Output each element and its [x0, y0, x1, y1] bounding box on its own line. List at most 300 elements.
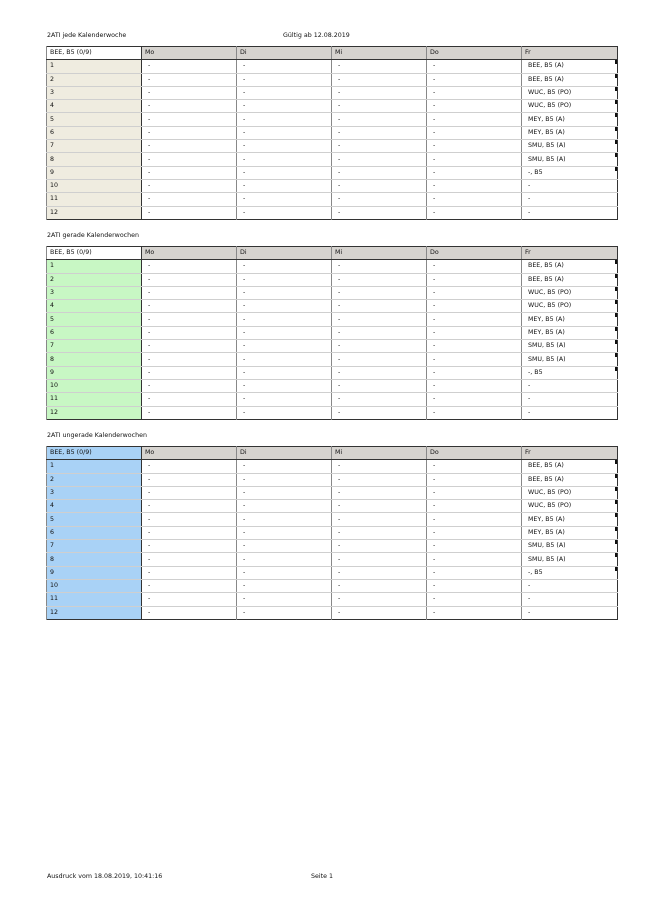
lesson-cell: -: [332, 553, 427, 566]
lesson-cell: -: [237, 100, 332, 113]
period-number: 1: [47, 460, 142, 473]
lesson-cell: -: [427, 113, 522, 126]
page-footer: [47, 873, 447, 883]
continuation-marker: [615, 513, 617, 517]
period-number: 3: [47, 486, 142, 499]
day-header-do: Do: [427, 447, 522, 460]
lesson-cell: -: [332, 379, 427, 392]
table-row: [47, 326, 618, 339]
lesson-cell-fr: [522, 100, 618, 113]
continuation-marker: [615, 300, 617, 304]
continuation-marker: [615, 100, 617, 104]
lesson-cell: -: [332, 460, 427, 473]
day-header-mi: Mi: [332, 47, 427, 60]
lesson-cell: -: [237, 166, 332, 179]
period-number: 6: [47, 126, 142, 139]
lesson-cell: -: [142, 153, 237, 166]
lesson-text: BEE, B5 (A): [528, 262, 564, 270]
header-row: [47, 447, 618, 460]
lesson-text: SMU, B5 (A): [528, 155, 566, 163]
lesson-cell-fr: -: [522, 193, 618, 206]
continuation-marker: [615, 167, 617, 171]
day-header-mo: Mo: [142, 447, 237, 460]
table-row: [47, 100, 618, 113]
lesson-cell: -: [237, 300, 332, 313]
lesson-cell: -: [427, 606, 522, 619]
period-number: 11: [47, 593, 142, 606]
lesson-cell-fr: [522, 260, 618, 273]
period-number: 7: [47, 340, 142, 353]
lesson-cell: -: [332, 206, 427, 219]
lesson-cell: -: [142, 553, 237, 566]
table-row: [47, 486, 618, 499]
lesson-text: SMU, B5 (A): [528, 555, 566, 563]
lesson-cell: -: [142, 500, 237, 513]
period-number: 5: [47, 113, 142, 126]
lesson-cell: -: [427, 326, 522, 339]
period-number: 1: [47, 260, 142, 273]
lesson-cell: -: [237, 153, 332, 166]
period-number: 1: [47, 60, 142, 73]
lesson-cell: -: [237, 60, 332, 73]
period-number: 3: [47, 286, 142, 299]
period-number: 7: [47, 540, 142, 553]
print-timestamp: Ausdruck vom 18.08.2019, 10:41:16: [47, 873, 163, 880]
lesson-cell: -: [142, 340, 237, 353]
table-row: [47, 540, 618, 553]
table-row: [47, 60, 618, 73]
lesson-cell: -: [427, 73, 522, 86]
lesson-text: SMU, B5 (A): [528, 355, 566, 363]
lesson-cell: -: [332, 500, 427, 513]
table-row: [47, 340, 618, 353]
lesson-cell: -: [332, 393, 427, 406]
table-row: [47, 113, 618, 126]
lesson-cell-fr: [522, 300, 618, 313]
lesson-cell: -: [142, 566, 237, 579]
period-number: 12: [47, 606, 142, 619]
continuation-marker: [615, 87, 617, 91]
lesson-cell: -: [427, 526, 522, 539]
lesson-cell: -: [237, 473, 332, 486]
lesson-cell: -: [332, 366, 427, 379]
day-header-di: Di: [237, 447, 332, 460]
day-header-fr: Fr: [522, 47, 618, 60]
lesson-text: WUC, B5 (PO): [528, 102, 572, 110]
lesson-cell: -: [427, 553, 522, 566]
lesson-cell: -: [427, 500, 522, 513]
lesson-cell: -: [142, 593, 237, 606]
continuation-marker: [615, 367, 617, 371]
lesson-cell: -: [332, 300, 427, 313]
lesson-cell: -: [332, 193, 427, 206]
lesson-cell: -: [237, 140, 332, 153]
table-row: [47, 153, 618, 166]
table-row: [47, 606, 618, 619]
lesson-cell: -: [427, 486, 522, 499]
period-number: 10: [47, 579, 142, 592]
continuation-marker: [615, 527, 617, 531]
lesson-cell: -: [142, 273, 237, 286]
lesson-cell-fr: [522, 526, 618, 539]
lesson-cell: -: [427, 140, 522, 153]
lesson-cell: -: [142, 460, 237, 473]
lesson-cell: -: [427, 260, 522, 273]
lesson-cell: -: [332, 273, 427, 286]
period-number: 11: [47, 393, 142, 406]
lesson-text: MEY, B5 (A): [528, 328, 565, 336]
lesson-cell: -: [237, 460, 332, 473]
day-header-mi: Mi: [332, 247, 427, 260]
lesson-cell: -: [332, 260, 427, 273]
lesson-cell: -: [142, 126, 237, 139]
lesson-cell: -: [332, 179, 427, 192]
table-row: [47, 206, 618, 219]
lesson-cell-fr: [522, 126, 618, 139]
lesson-cell-fr: [522, 273, 618, 286]
lesson-cell: -: [142, 406, 237, 419]
table-row: [47, 193, 618, 206]
lesson-cell: -: [332, 473, 427, 486]
table-row: [47, 406, 618, 419]
lesson-cell: -: [427, 179, 522, 192]
lesson-cell: -: [332, 73, 427, 86]
lesson-cell: -: [427, 540, 522, 553]
lesson-cell: -: [237, 406, 332, 419]
section-title: 2ATI jede Kalenderwoche: [47, 32, 127, 39]
lesson-cell: -: [142, 353, 237, 366]
lesson-cell: -: [427, 366, 522, 379]
period-number: 12: [47, 406, 142, 419]
lesson-text: WUC, B5 (PO): [528, 302, 572, 310]
period-number: 5: [47, 313, 142, 326]
lesson-cell: -: [237, 500, 332, 513]
lesson-cell: -: [427, 593, 522, 606]
continuation-marker: [615, 500, 617, 504]
lesson-cell: -: [237, 593, 332, 606]
period-number: 2: [47, 73, 142, 86]
lesson-cell-fr: [522, 553, 618, 566]
table-row: [47, 366, 618, 379]
lesson-cell-fr: [522, 73, 618, 86]
table-row: [47, 260, 618, 273]
lesson-text: SMU, B5 (A): [528, 542, 566, 550]
lesson-cell: -: [332, 526, 427, 539]
lesson-cell: -: [332, 86, 427, 99]
lesson-cell-fr: [522, 460, 618, 473]
table-row: [47, 313, 618, 326]
lesson-cell: -: [332, 313, 427, 326]
lesson-cell: -: [427, 60, 522, 73]
period-number: 7: [47, 140, 142, 153]
lesson-cell: -: [427, 313, 522, 326]
table-row: [47, 379, 618, 392]
lesson-text: BEE, B5 (A): [528, 475, 564, 483]
lesson-cell-fr: [522, 513, 618, 526]
continuation-marker: [615, 127, 617, 131]
lesson-cell: -: [142, 379, 237, 392]
lesson-cell: -: [142, 473, 237, 486]
lesson-cell: -: [332, 153, 427, 166]
continuation-marker: [615, 313, 617, 317]
timetable-even-weeks: [46, 246, 618, 420]
valid-from-text: Gültig ab 12.08.2019: [283, 32, 350, 39]
lesson-cell: -: [237, 73, 332, 86]
period-number: 2: [47, 273, 142, 286]
lesson-text: MEY, B5 (A): [528, 115, 565, 123]
lesson-cell-fr: [522, 140, 618, 153]
lesson-cell: -: [427, 166, 522, 179]
lesson-cell: -: [237, 540, 332, 553]
table-row: [47, 273, 618, 286]
period-number: 11: [47, 193, 142, 206]
lesson-cell-fr: [522, 86, 618, 99]
table-row: [47, 500, 618, 513]
lesson-cell: -: [142, 260, 237, 273]
lesson-cell: -: [142, 73, 237, 86]
lesson-cell-fr: [522, 366, 618, 379]
lesson-cell: -: [237, 366, 332, 379]
lesson-cell: -: [332, 579, 427, 592]
lesson-cell: -: [142, 100, 237, 113]
lesson-cell: -: [142, 606, 237, 619]
table-row: [47, 353, 618, 366]
lesson-cell: -: [237, 526, 332, 539]
table-row: [47, 526, 618, 539]
lesson-text: -, B5: [528, 368, 543, 376]
continuation-marker: [615, 487, 617, 491]
lesson-cell: -: [237, 179, 332, 192]
lesson-cell: -: [332, 60, 427, 73]
lesson-cell: -: [427, 579, 522, 592]
lesson-text: SMU, B5 (A): [528, 342, 566, 350]
lesson-cell: -: [332, 286, 427, 299]
lesson-cell: -: [332, 486, 427, 499]
lesson-cell: -: [332, 606, 427, 619]
continuation-marker: [615, 140, 617, 144]
continuation-marker: [615, 60, 617, 64]
lesson-cell: -: [427, 513, 522, 526]
table-row: [47, 513, 618, 526]
lesson-text: BEE, B5 (A): [528, 275, 564, 283]
lesson-cell: -: [142, 513, 237, 526]
lesson-cell: -: [237, 286, 332, 299]
lesson-text: WUC, B5 (PO): [528, 289, 572, 297]
lesson-cell: -: [142, 486, 237, 499]
lesson-cell: -: [237, 553, 332, 566]
period-number: 6: [47, 526, 142, 539]
lesson-cell: -: [237, 566, 332, 579]
lesson-text: MEY, B5 (A): [528, 315, 565, 323]
lesson-cell: -: [332, 113, 427, 126]
lesson-cell-fr: [522, 340, 618, 353]
day-header-do: Do: [427, 47, 522, 60]
lesson-cell: -: [142, 393, 237, 406]
class-room-header: BEE, B5 (0/9): [47, 447, 142, 460]
lesson-cell: -: [427, 193, 522, 206]
continuation-marker: [615, 287, 617, 291]
lesson-cell-fr: [522, 540, 618, 553]
day-header-mi: Mi: [332, 447, 427, 460]
period-number: 10: [47, 379, 142, 392]
lesson-text: MEY, B5 (A): [528, 515, 565, 523]
lesson-cell-fr: [522, 313, 618, 326]
lesson-cell: -: [427, 206, 522, 219]
lesson-cell: -: [332, 126, 427, 139]
lesson-cell: -: [332, 166, 427, 179]
lesson-cell: -: [332, 140, 427, 153]
section-title: 2ATI gerade Kalenderwochen: [47, 232, 139, 239]
continuation-marker: [615, 567, 617, 571]
lesson-cell: -: [237, 353, 332, 366]
table-row: [47, 300, 618, 313]
lesson-cell: -: [142, 286, 237, 299]
lesson-cell: -: [332, 353, 427, 366]
table-row: [47, 179, 618, 192]
table-row: [47, 460, 618, 473]
period-number: 4: [47, 500, 142, 513]
lesson-cell-fr: -: [522, 579, 618, 592]
day-header-di: Di: [237, 47, 332, 60]
period-number: 9: [47, 166, 142, 179]
period-number: 6: [47, 326, 142, 339]
lesson-cell-fr: [522, 326, 618, 339]
lesson-cell: -: [237, 313, 332, 326]
header-row: [47, 247, 618, 260]
continuation-marker: [615, 74, 617, 78]
lesson-cell-fr: -: [522, 206, 618, 219]
lesson-cell: -: [332, 340, 427, 353]
lesson-cell-fr: [522, 486, 618, 499]
table-row: [47, 393, 618, 406]
period-number: 2: [47, 473, 142, 486]
period-number: 8: [47, 553, 142, 566]
lesson-cell-fr: -: [522, 406, 618, 419]
lesson-cell: -: [427, 379, 522, 392]
lesson-cell-fr: [522, 473, 618, 486]
period-number: 9: [47, 566, 142, 579]
lesson-cell: -: [142, 313, 237, 326]
lesson-cell: -: [142, 193, 237, 206]
period-number: 4: [47, 100, 142, 113]
period-number: 9: [47, 366, 142, 379]
continuation-marker: [615, 340, 617, 344]
lesson-cell-fr: [522, 566, 618, 579]
lesson-cell-fr: [522, 500, 618, 513]
lesson-cell: -: [332, 100, 427, 113]
continuation-marker: [615, 327, 617, 331]
timetable-odd-weeks: [46, 446, 618, 620]
lesson-text: SMU, B5 (A): [528, 142, 566, 150]
table-row: [47, 553, 618, 566]
lesson-cell-fr: -: [522, 393, 618, 406]
continuation-marker: [615, 260, 617, 264]
lesson-cell: -: [237, 86, 332, 99]
day-header-fr: Fr: [522, 447, 618, 460]
lesson-cell-fr: -: [522, 606, 618, 619]
period-number: 8: [47, 153, 142, 166]
section-title: 2ATI ungerade Kalenderwochen: [47, 432, 147, 439]
lesson-cell: -: [142, 366, 237, 379]
header-row: [47, 47, 618, 60]
continuation-marker: [615, 353, 617, 357]
lesson-cell: -: [142, 300, 237, 313]
lesson-cell: -: [142, 60, 237, 73]
lesson-cell: -: [427, 566, 522, 579]
lesson-text: BEE, B5 (A): [528, 75, 564, 83]
table-row: [47, 126, 618, 139]
lesson-cell: -: [237, 206, 332, 219]
continuation-marker: [615, 540, 617, 544]
lesson-cell: -: [237, 486, 332, 499]
day-header-fr: Fr: [522, 247, 618, 260]
class-room-header: BEE, B5 (0/9): [47, 47, 142, 60]
lesson-text: WUC, B5 (PO): [528, 489, 572, 497]
lesson-cell: -: [237, 606, 332, 619]
table-row: [47, 473, 618, 486]
lesson-text: MEY, B5 (A): [528, 528, 565, 536]
lesson-cell: -: [237, 113, 332, 126]
continuation-marker: [615, 153, 617, 157]
lesson-cell: -: [237, 260, 332, 273]
table-row: [47, 166, 618, 179]
lesson-cell-fr: -: [522, 379, 618, 392]
lesson-text: WUC, B5 (PO): [528, 502, 572, 510]
lesson-cell: -: [427, 460, 522, 473]
class-room-header: BEE, B5 (0/9): [47, 247, 142, 260]
period-number: 8: [47, 353, 142, 366]
lesson-text: BEE, B5 (A): [528, 462, 564, 470]
lesson-cell: -: [237, 193, 332, 206]
period-number: 4: [47, 300, 142, 313]
lesson-cell-fr: [522, 286, 618, 299]
lesson-text: -, B5: [528, 568, 543, 576]
lesson-cell: -: [237, 579, 332, 592]
lesson-cell: -: [142, 86, 237, 99]
lesson-cell: -: [427, 393, 522, 406]
lesson-cell: -: [427, 273, 522, 286]
lesson-cell: -: [142, 179, 237, 192]
lesson-cell: -: [332, 566, 427, 579]
table-row: [47, 579, 618, 592]
lesson-cell: -: [332, 540, 427, 553]
period-number: 3: [47, 86, 142, 99]
lesson-cell: -: [142, 326, 237, 339]
lesson-cell-fr: [522, 353, 618, 366]
day-header-mo: Mo: [142, 247, 237, 260]
lesson-cell: -: [142, 526, 237, 539]
lesson-cell: -: [332, 513, 427, 526]
lesson-cell: -: [237, 326, 332, 339]
table-row: [47, 140, 618, 153]
lesson-cell: -: [427, 153, 522, 166]
lesson-cell-fr: [522, 153, 618, 166]
page-number: Seite 1: [311, 873, 333, 880]
timetable-weekly: [46, 46, 618, 220]
lesson-cell: -: [427, 340, 522, 353]
lesson-cell: -: [142, 166, 237, 179]
lesson-cell: -: [142, 113, 237, 126]
lesson-cell-fr: [522, 113, 618, 126]
lesson-cell: -: [332, 593, 427, 606]
lesson-cell: -: [427, 300, 522, 313]
day-header-mo: Mo: [142, 47, 237, 60]
lesson-cell: -: [427, 406, 522, 419]
lesson-cell: -: [427, 126, 522, 139]
period-number: 10: [47, 179, 142, 192]
period-number: 5: [47, 513, 142, 526]
period-number: 12: [47, 206, 142, 219]
